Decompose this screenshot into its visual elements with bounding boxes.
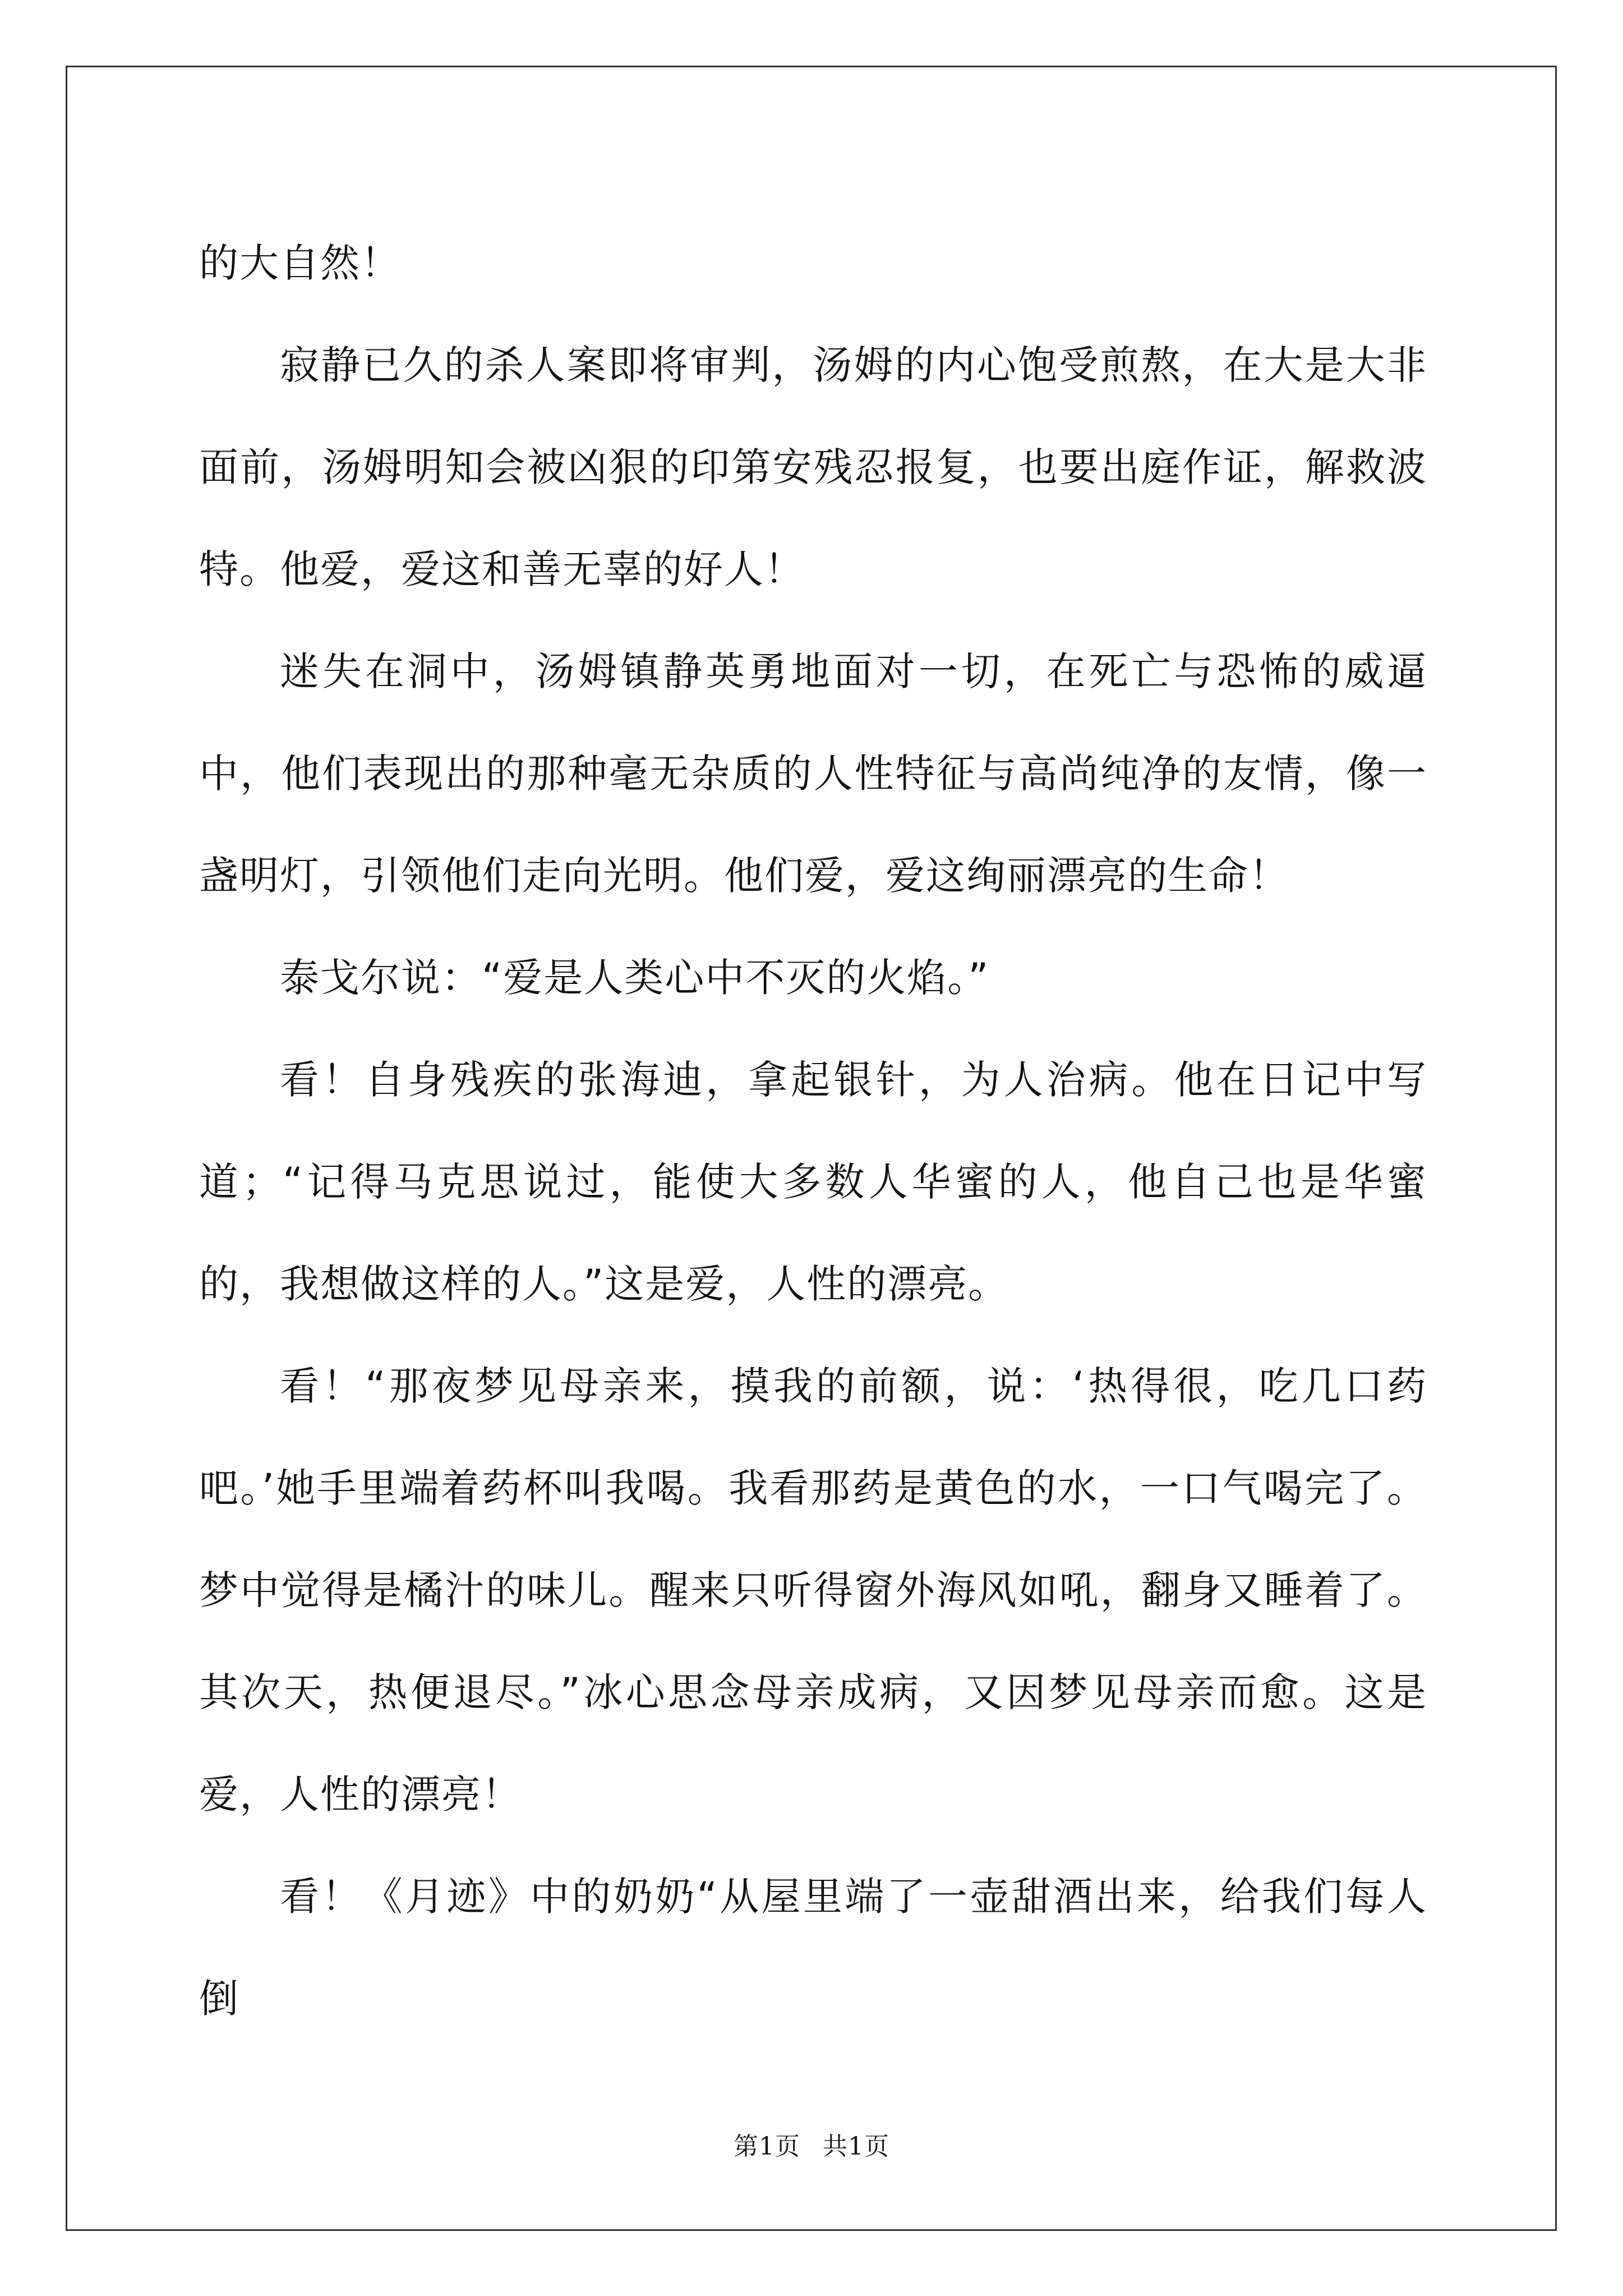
page-footer	[0, 2126, 1623, 2162]
paragraph-nature-ending: 的大自然！	[199, 240, 401, 286]
page-number: 第1页	[734, 2132, 800, 2161]
paragraph-tagore-quote: 泰戈尔说：“爱是人类心中不灭的火焰。”	[280, 955, 990, 1001]
paragraph-trial: 寂静已久的杀人案即将审判，汤姆的内心饱受煎熬，在大是大非面前，汤姆明知会被凶狠的印第安残忍报复，也要出庭作证，解救波特。他爱，爱这和善无辜的好人！	[199, 342, 1427, 592]
document-body	[199, 212, 1427, 2050]
paragraph-moon-trace: 看！《月迹》中的奶奶“从屋里端了一壶甜酒出来，给我们每人倒	[199, 1874, 1427, 2022]
page-total: 共1页	[823, 2132, 889, 2161]
paragraph-cave: 迷失在洞中，汤姆镇静英勇地面对一切，在死亡与恐怖的威逼中，他们表现出的那种毫无杂质的人性特征与高尚纯净的友情，像一盏明灯，引领他们走向光明。他们爱，爱这绚丽漂亮的生命！	[199, 648, 1427, 899]
paragraph-bing-xin: 看！“那夜梦见母亲来，摸我的前额，说：‘热得很，吃几口药吧。’她手里端着药杯叫我喝。我看那药是黄色的水，一口气喝完了。梦中觉得是橘汁的味儿。醒来只听得窗外海风如吼，翻身又睡着了。其次天，热便退尽。”冰心思念母亲成病，又因梦见母亲而愈。这是爱，人性的漂亮！	[199, 1363, 1427, 1818]
paragraph-zhang-haidi: 看！自身残疾的张海迪，拿起银针，为人治病。他在日记中写道；“记得马克思说过，能使大多数人华蜜的人，他自己也是华蜜的，我想做这样的人。”这是爱，人性的漂亮。	[199, 1057, 1427, 1307]
